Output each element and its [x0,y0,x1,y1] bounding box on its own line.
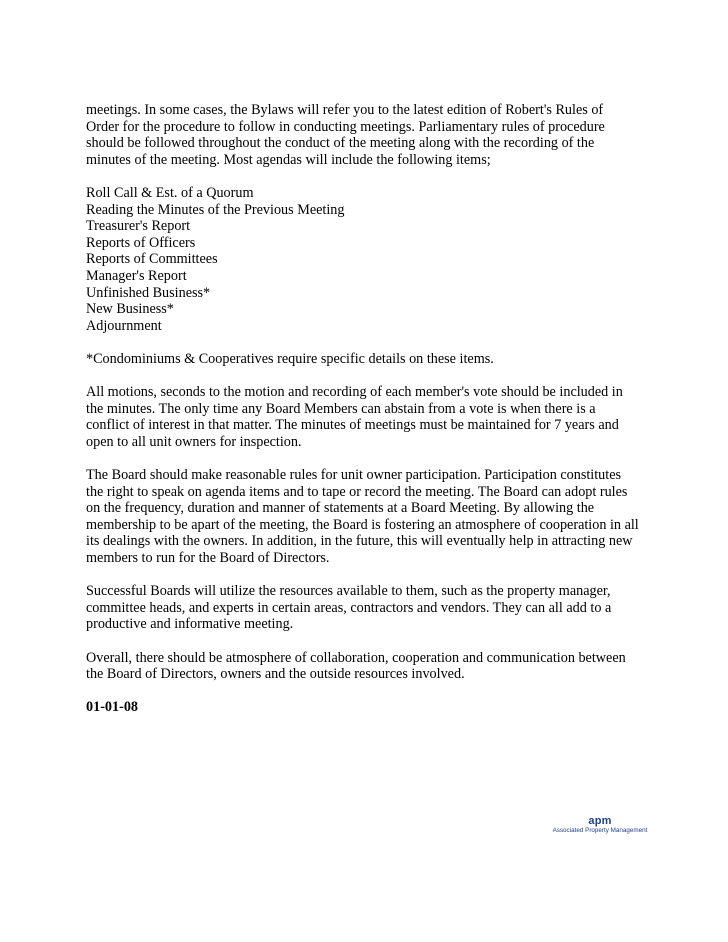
document-body [86,102,656,716]
text-line: productive and informative meeting. [86,616,294,633]
agenda-list [86,185,656,334]
text-line: committee heads, and experts in certain areas, contractors and vendors. They can all add to a [86,599,612,616]
text-line: the minutes. The only time any Board Members can abstain from a vote is when there is a [86,400,596,417]
text-line: should be followed throughout the conduct of the meeting along with the recording of the [86,135,595,152]
intro-paragraph [86,102,656,168]
document-date: 01-01-08 [86,699,139,716]
company-logo [552,815,648,835]
agenda-item: New Business* [86,301,174,318]
text-line: Overall, there should be atmosphere of collaboration, cooperation and communication between [86,649,626,666]
participation-paragraph [86,467,656,567]
paragraph-gap [86,633,656,650]
motions-paragraph [86,384,656,450]
text-line: minutes of the meeting. Most agendas will include the following items; [86,151,491,168]
paragraph-gap [86,683,656,700]
text-line: The Board should make reasonable rules for unit owner participation. Participation constitutes [86,467,622,484]
agenda-item: Roll Call & Est. of a Quorum [86,184,254,201]
text-line: the right to speak on agenda items and to tape or record the meeting. The Board can adopt rules [86,483,628,500]
logo-mark: apm [588,815,612,827]
text-line: All motions, seconds to the motion and recording of each member's vote should be included in [86,384,623,401]
text-line: members to run for the Board of Directors. [86,550,330,567]
text-line: Order for the procedure to follow in conducting meetings. Parliamentary rules of procedure [86,118,605,135]
logo-company-name: Associated Property Management [552,827,648,834]
paragraph-gap [86,334,656,351]
text-line: meetings. In some cases, the Bylaws will refer you to the latest edition of Robert's Rules of [86,102,604,118]
text-line: membership to be apart of the meeting, the Board is fostering an atmosphere of cooperation in all [86,516,639,533]
paragraph-gap [86,368,656,385]
text-line: Successful Boards will utilize the resources available to them, such as the property manager, [86,583,611,600]
text-line: its dealings with the owners. In addition, in the future, this will eventually help in attracting new [86,533,633,550]
overall-paragraph [86,650,656,683]
text-line: open to all unit owners for inspection. [86,433,302,450]
paragraph-gap [86,567,656,584]
text-line: on the frequency, duration and manner of statements at a Board Meeting. By allowing the [86,500,595,517]
agenda-item: Reading the Minutes of the Previous Meeting [86,201,345,218]
agenda-item: Reports of Officers [86,234,196,251]
text-line: conflict of interest in that matter. The minutes of meetings must be maintained for 7 years and [86,417,619,434]
paragraph-gap [86,450,656,467]
paragraph-gap [86,168,656,185]
text-line: the Board of Directors, owners and the outside resources involved. [86,666,465,683]
agenda-item: Reports of Committees [86,251,218,268]
agenda-item: Treasurer's Report [86,218,191,235]
agenda-item: Manager's Report [86,267,187,284]
footnote: *Condominiums & Cooperatives require specific details on these items. [86,350,494,367]
resources-paragraph [86,583,656,633]
agenda-item: Adjournment [86,317,162,334]
agenda-item: Unfinished Business* [86,284,211,301]
